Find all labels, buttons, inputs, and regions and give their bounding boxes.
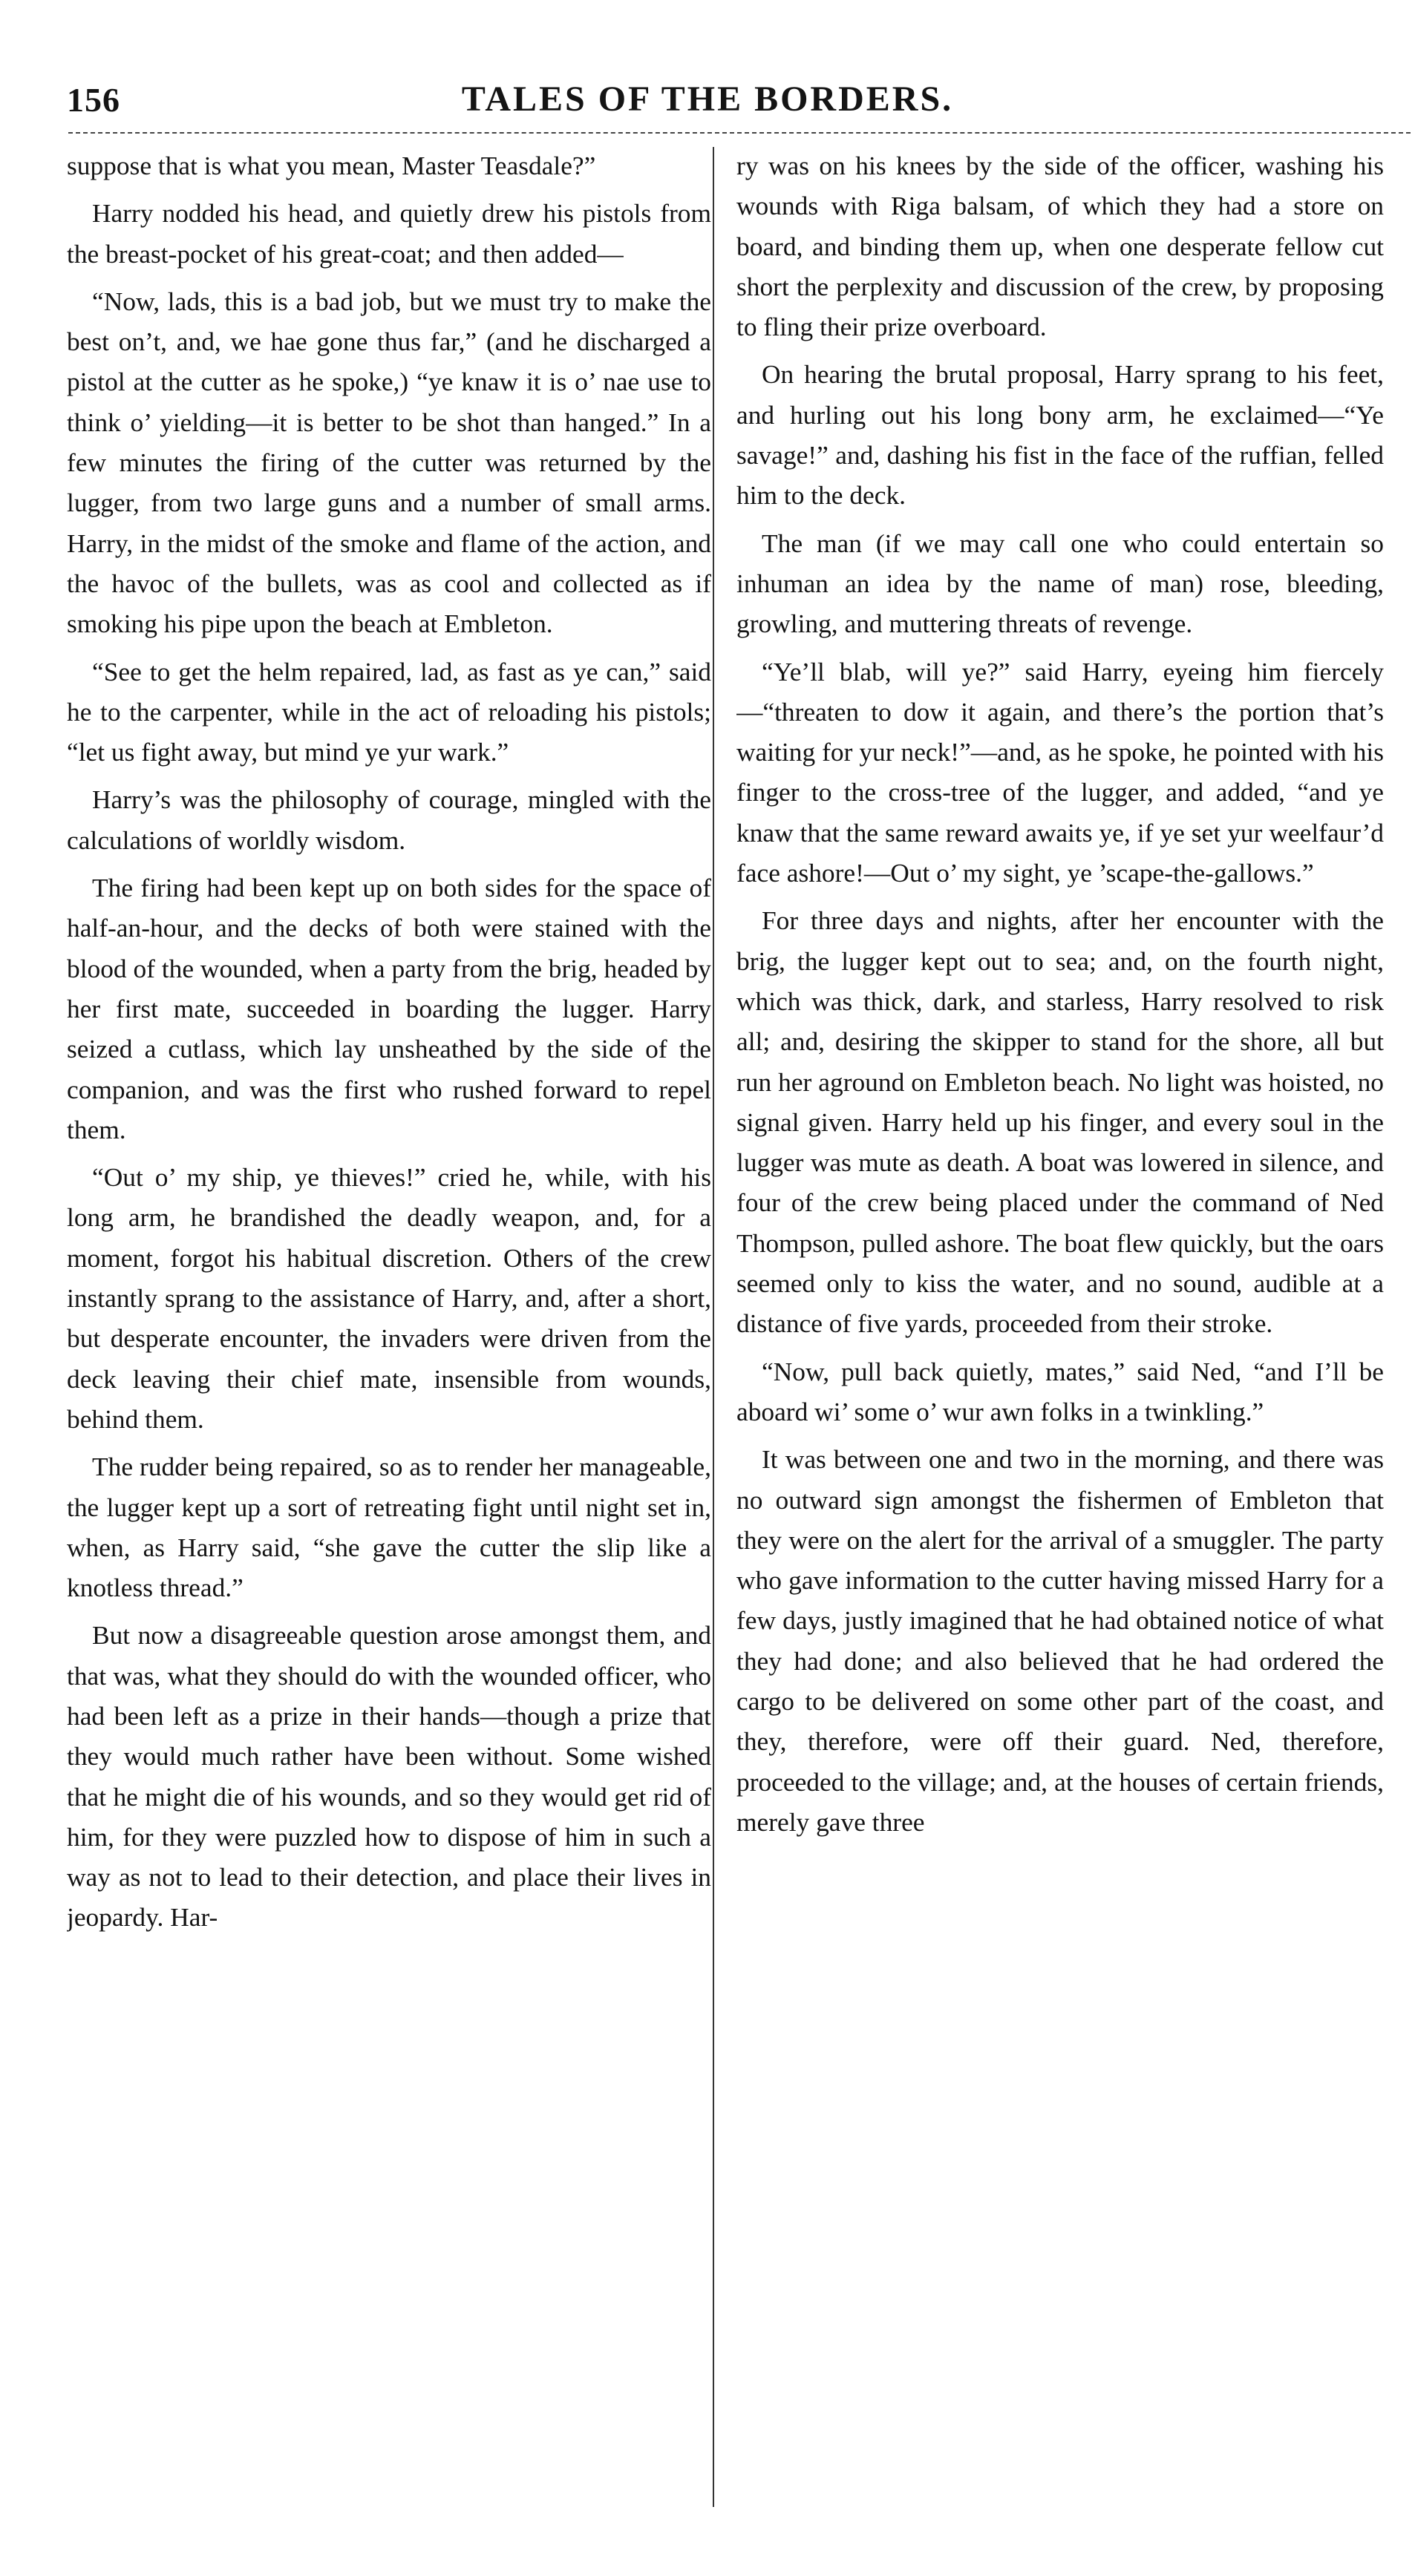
paragraph: Harry nodded his head, and quietly drew his pistols from the breast-pocket of his great-coat; and then added— [67, 198, 711, 269]
paragraph: It was between one and two in the morning, and there was no outward sign amongst the fishermen of Embleton that they were on the alert for the arrival of a smuggler. The party who gave information to the cutter having missed Harry for a few days, justly imagined that he had obtained notice of what they had done; and also believed that he had ordered the cargo to be delivered on some other part of the coast, and they, therefore, were off their guard. Ned, therefore, proceeded to the village; and, at the houses of certain friends, merely gave three [736, 1444, 1384, 1837]
paragraph: The man (if we may call one who could entertain so inhuman an idea by the name of man) rose, bleeding, growling, and muttering threats of revenge. [736, 528, 1384, 639]
header-rule [68, 132, 1411, 134]
paragraph: Harry’s was the philosophy of courage, mingled with the calculations of worldly wisdom. [67, 784, 711, 855]
right-column [736, 145, 1384, 2550]
paragraph: ry was on his knees by the side of the officer, washing his wounds with Riga balsam, of which they had a store on board, and binding them up, when one desperate fellow cut short the perplexity and discussion of the crew, by proposing to fling their prize overboard. [736, 151, 1384, 342]
running-title: TALES OF THE BORDERS. [461, 79, 954, 119]
paragraph: “Out o’ my ship, ye thieves!” cried he, while, with his long arm, he brandished the deadly weapon, and, for a moment, forgot his habitual discretion. Others of the crew instantly sprang to the assistance of Harry, and, after a short, but desperate encounter, the invaders were driven from the deck leaving their chief mate, insensible from wounds, behind them. [67, 1162, 711, 1434]
page-number: 156 [67, 81, 120, 119]
paragraph: suppose that is what you mean, Master Teasdale?” [67, 151, 596, 180]
paragraph: The rudder being repaired, so as to render her manageable, the lugger kept up a sort of retreating fight until night set in, when, as Harry said, “she gave the cutter the slip like a knotless thread.” [67, 1452, 711, 1603]
paragraph: For three days and nights, after her encounter with the brig, the lugger kept out to sea; and, on the fourth night, which was thick, dark, and starless, Harry resolved to risk all; and, desiring the skipper to stand for the shore, all but run her aground on Embleton beach. No light was hoisted, no signal given. Harry held up his finger, and every soul in the lugger was mute as death. A boat was lowered in silence, and four of the crew being placed under the command of Ned Thompson, pulled ashore. The boat flew quickly, but the oars seemed only to kiss the water, and no sound, audible at a distance of five yards, proceeded from their stroke. [736, 905, 1384, 1339]
paragraph: But now a disagreeable question arose amongst them, and that was, what they should do with the wounded officer, who had been left as a prize in their hands—though a prize that they would much rather have been without. Some wished that he might die of his wounds, and so they would get rid of him, for they were puzzled how to dispose of him in such a way as not to lead to their detection, and place their lives in jeopardy. Har- [67, 1620, 711, 1933]
paragraph: “See to get the helm repaired, lad, as fast as ye can,” said he to the carpenter, while in the act of reloading his pistols; “let us fight away, but mind ye yur wark.” [67, 656, 711, 767]
paragraph: On hearing the brutal proposal, Harry sprang to his feet, and hurling out his long bony arm, he exclaimed—“Ye savage!” and, dashing his fist in the face of the ruffian, felled him to the deck. [736, 359, 1384, 511]
paragraph: “Now, lads, this is a bad job, but we must try to make the best on’t, and, we hae gone thus far,” (and he discharged a pistol at the cutter as he spoke,) “ye knaw it is o’ nae use to think o’ yielding—it is better to be shot than hanged.” In a few minutes the firing of the cutter was returned by the lugger, from two large guns and a number of small arms. Harry, in the midst of the smoke and flame of the action, and the havoc of the bullets, was as cool and collected as if smoking his pipe upon the beach at Embleton. [67, 286, 711, 639]
left-column [67, 145, 711, 2550]
paragraph: “Ye’ll blab, will ye?” said Harry, eyeing him fiercely—“threaten to dow it again, and there’s the portion that’s waiting for yur neck!”—and, as he spoke, he pointed with his finger to the cross-tree of the lugger, and added, “and ye knaw that the same reward awaits ye, if ye set yur weelfaur’d face ashore!—Out o’ my sight, ye ’scape-the-gallows.” [736, 656, 1384, 888]
column-divider [713, 147, 714, 2507]
paragraph: The firing had been kept up on both sides for the space of half-an-hour, and the decks of both were stained with the blood of the wounded, when a party from the brig, headed by her first mate, succeeded in boarding the lugger. Harry seized a cutlass, which lay unsheathed by the side of the companion, and was the first who rushed forward to repel them. [67, 873, 711, 1144]
paragraph: “Now, pull back quietly, mates,” said Ned, “and I’ll be aboard wi’ some o’ wur awn folks in a twinkling.” [736, 1356, 1384, 1426]
